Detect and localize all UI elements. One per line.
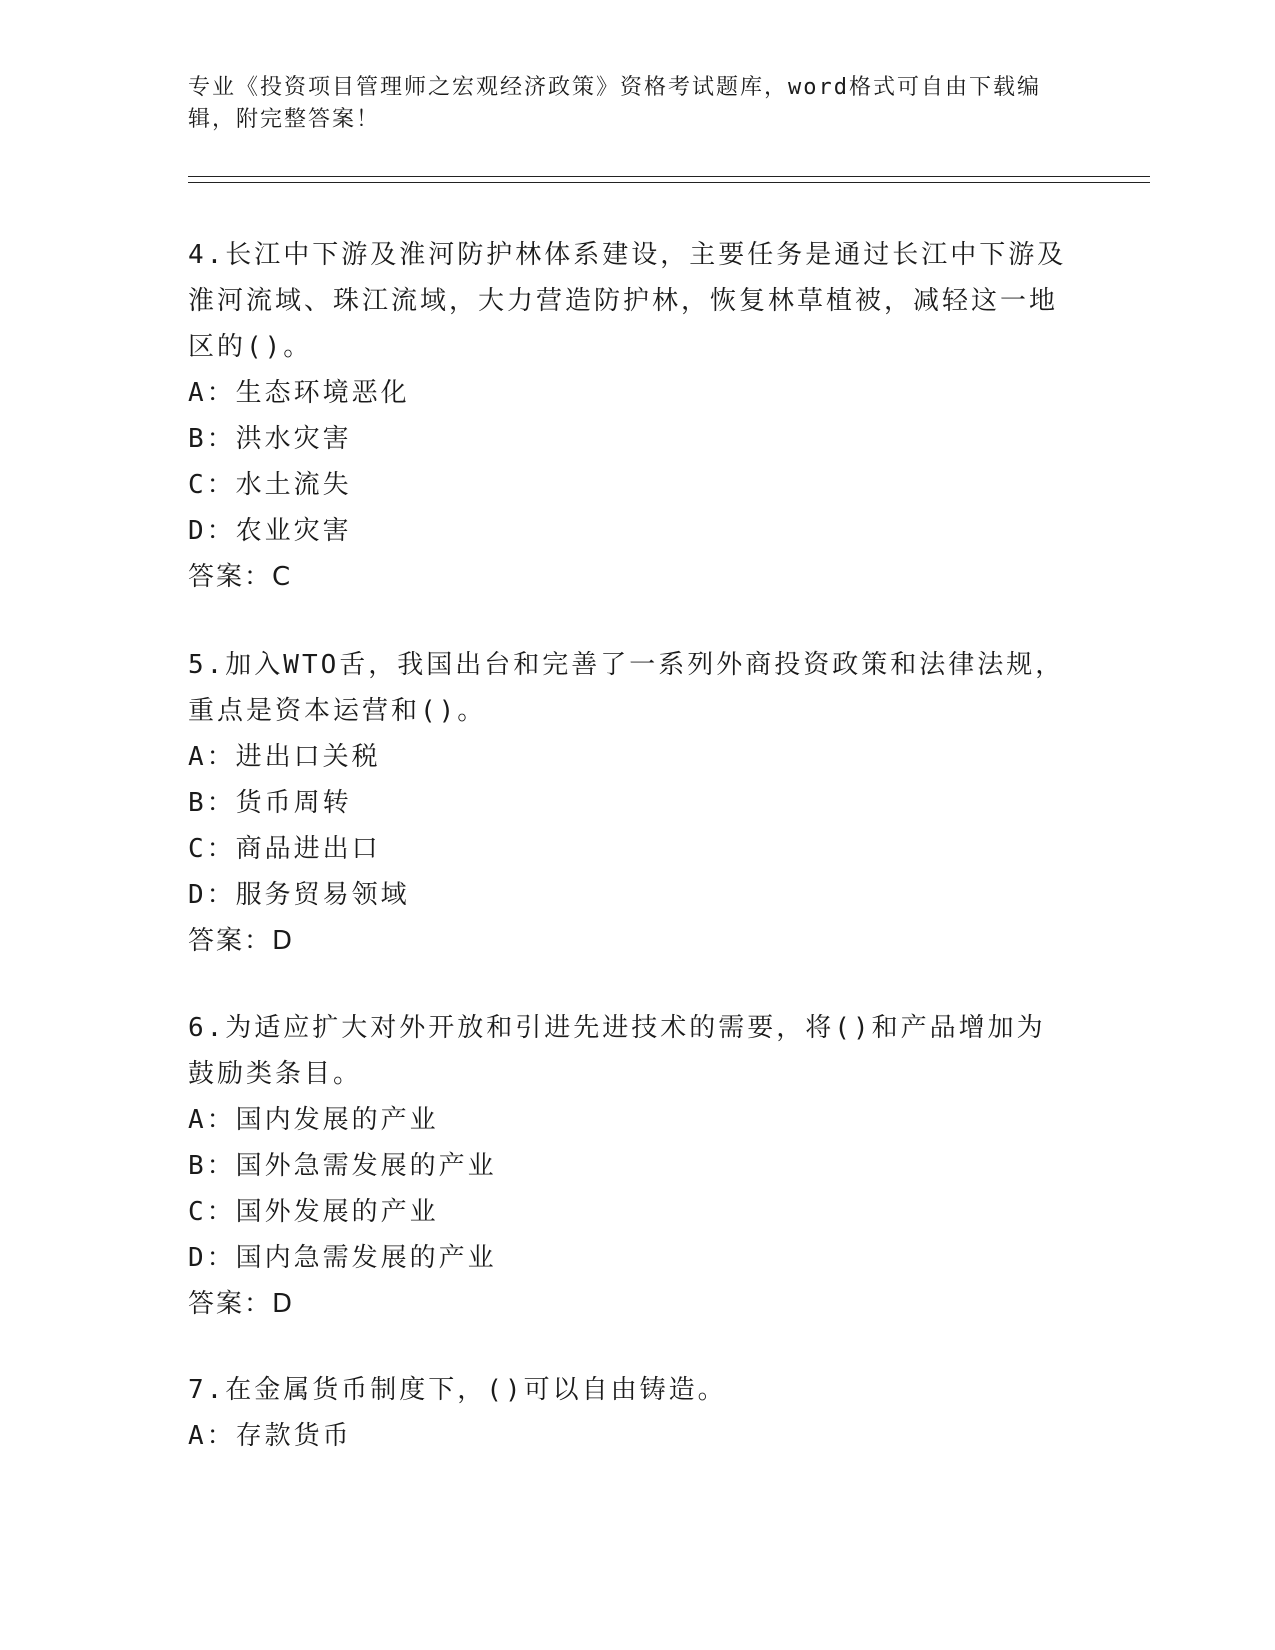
question-7	[188, 1367, 1068, 1459]
option-a: A：存款货币	[188, 1421, 352, 1451]
option-d: D：农业灾害	[188, 516, 352, 546]
header-divider-bottom	[188, 182, 1150, 183]
answer: 答案：D	[188, 1289, 295, 1319]
question-5	[188, 642, 1068, 964]
option-b: B：洪水灾害	[188, 424, 352, 454]
option-c: C：国外发展的产业	[188, 1197, 439, 1227]
question-stem: 5.加入WTO舌，我国出台和完善了一系列外商投资政策和法律法规，重点是资本运营和()。	[188, 650, 1065, 726]
option-d: D：服务贸易领域	[188, 880, 410, 910]
option-b: B：国外急需发展的产业	[188, 1151, 497, 1181]
option-a: A：国内发展的产业	[188, 1105, 439, 1135]
option-d: D：国内急需发展的产业	[188, 1243, 497, 1273]
option-c: C：水土流失	[188, 470, 352, 500]
question-stem: 4.长江中下游及淮河防护林体系建设，主要任务是通过长江中下游及淮河流域、珠江流域，大力营造防护林，恢复林草植被，减轻这一地区的()。	[188, 240, 1067, 362]
question-stem: 6.为适应扩大对外开放和引进先进技术的需要，将()和产品增加为鼓励类条目。	[188, 1013, 1046, 1089]
option-b: B：货币周转	[188, 788, 352, 818]
option-c: C：商品进出口	[188, 834, 381, 864]
header-divider-top	[188, 176, 1150, 177]
question-6	[188, 1005, 1068, 1327]
option-a: A：生态环境恶化	[188, 378, 410, 408]
question-4	[188, 232, 1068, 600]
question-stem: 7.在金属货币制度下，()可以自由铸造。	[188, 1375, 727, 1405]
answer: 答案：C	[188, 562, 293, 592]
option-a: A：进出口关税	[188, 742, 381, 772]
answer: 答案：D	[188, 926, 295, 956]
document-header: 专业《投资项目管理师之宏观经济政策》资格考试题库，word格式可自由下载编辑，附完整答案！	[188, 75, 1041, 132]
